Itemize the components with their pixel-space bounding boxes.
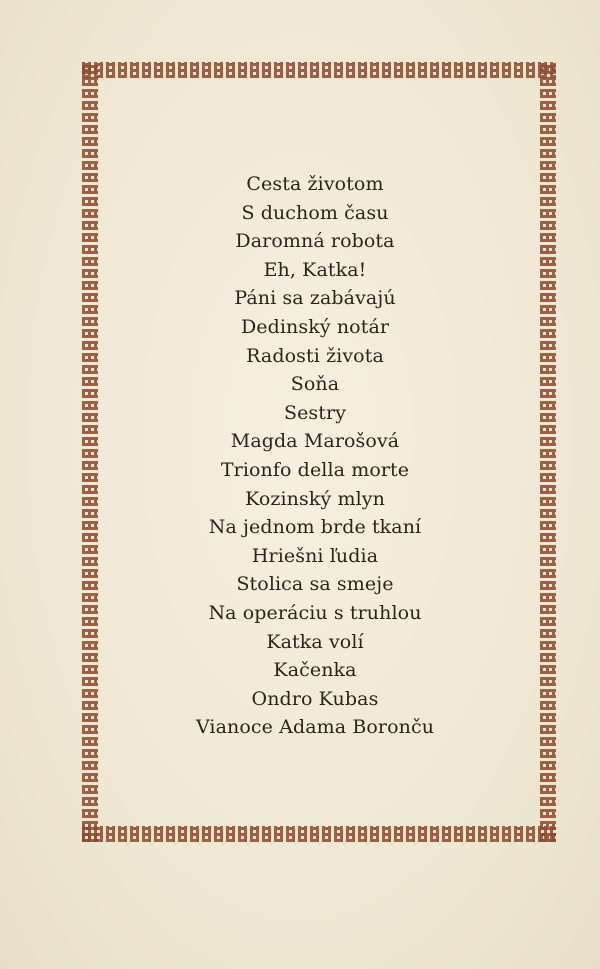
contents-item: Magda Marošová [230,430,400,453]
contents-item: Na operáciu s truhlou [208,601,422,624]
contents-item: Trionfo della morte [220,458,410,481]
contents-item: Katka volí [266,630,364,653]
contents-item: Soňa [290,373,340,396]
contents-item: Radosti života [246,344,384,367]
contents-item: Kačenka [273,659,357,682]
contents-item: S duchom času [241,201,389,224]
contents-item: Sestry [283,401,347,424]
contents-item: Na jednom brde tkaní [208,516,422,539]
contents-item: Dedinský notár [240,315,390,338]
contents-item: Stolica sa smeje [236,573,394,596]
frame-border-top [82,62,556,78]
frame-border-bottom [82,826,556,842]
contents-item: Páni sa zabávajú [234,287,396,310]
contents-item: Cesta životom [246,173,384,195]
contents-item: Vianoce Adama Boronču [195,716,435,739]
contents-item: Hriešni ľudia [251,544,379,567]
contents-item: Ondro Kubas [251,687,379,710]
contents-item: Eh, Katka! [263,258,367,281]
contents-item: Daromná robota [235,230,395,253]
contents-list [0,170,600,742]
contents-item: Kozinský mlyn [245,487,385,510]
